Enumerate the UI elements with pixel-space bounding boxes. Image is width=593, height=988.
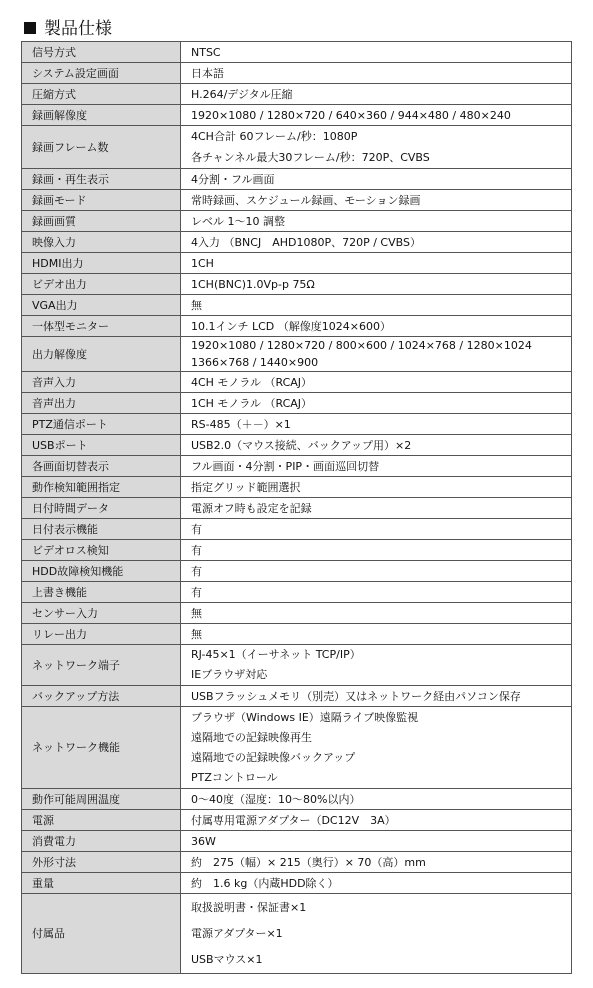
spec-value-cell <box>181 645 572 686</box>
spec-label: 日付表示機能 <box>22 519 181 540</box>
spec-value-line: 1CH <box>191 256 214 270</box>
spec-value-cell <box>181 456 572 477</box>
spec-value-line: 取扱説明書・保証書×1 <box>191 900 307 914</box>
spec-row <box>22 169 572 190</box>
spec-value-cell <box>181 190 572 211</box>
spec-value-line: 4入力 （BNCJ AHD1080P、720P / CVBS） <box>191 235 421 249</box>
spec-label: 音声出力 <box>22 393 181 414</box>
spec-row <box>22 253 572 274</box>
spec-row <box>22 337 572 372</box>
spec-value-line: 指定グリッド範囲選択 <box>191 480 301 494</box>
spec-value-cell <box>181 789 572 810</box>
spec-value-cell <box>181 873 572 894</box>
spec-value-line: 無 <box>191 627 202 641</box>
spec-row <box>22 645 572 686</box>
spec-label: 出力解像度 <box>22 337 181 372</box>
spec-value-line: 有 <box>191 543 202 557</box>
spec-label: ネットワーク端子 <box>22 645 181 686</box>
spec-value-line: 付属専用電源アダプター（DC12V 3A） <box>191 813 396 827</box>
spec-value-cell <box>181 498 572 519</box>
spec-value-cell <box>181 852 572 873</box>
spec-row <box>22 540 572 561</box>
spec-value-cell <box>181 624 572 645</box>
spec-row <box>22 274 572 295</box>
spec-row <box>22 873 572 894</box>
spec-value-line: 遠隔地での記録映像再生 <box>191 730 312 744</box>
spec-value-cell <box>181 274 572 295</box>
spec-value-cell <box>181 603 572 624</box>
spec-label: センサー入力 <box>22 603 181 624</box>
spec-row <box>22 789 572 810</box>
spec-value-cell <box>181 894 572 974</box>
spec-value-cell <box>181 42 572 63</box>
spec-value-line: 有 <box>191 564 202 578</box>
spec-value-cell <box>181 477 572 498</box>
spec-value-line: 有 <box>191 585 202 599</box>
spec-value-line: 1920×1080 / 1280×720 / 640×360 / 944×480 / 480×240 <box>191 108 511 122</box>
spec-value-cell <box>181 540 572 561</box>
spec-value-line: 無 <box>191 298 202 312</box>
spec-label: USBポート <box>22 435 181 456</box>
spec-row <box>22 435 572 456</box>
spec-row <box>22 519 572 540</box>
spec-value-line: 4分割・フル画面 <box>191 172 275 186</box>
spec-label: ビデオ出力 <box>22 274 181 295</box>
spec-value-cell <box>181 707 572 789</box>
spec-label: 動作検知範囲指定 <box>22 477 181 498</box>
spec-value-cell <box>181 295 572 316</box>
spec-row <box>22 295 572 316</box>
spec-value-line: 0〜40度（湿度：10〜80%以内） <box>191 792 361 806</box>
spec-value-line: 電源アダプター×1 <box>191 926 283 940</box>
spec-row <box>22 852 572 873</box>
spec-value-cell <box>181 561 572 582</box>
spec-row <box>22 561 572 582</box>
spec-row <box>22 707 572 789</box>
spec-value-line: 無 <box>191 606 202 620</box>
spec-value-cell <box>181 582 572 603</box>
spec-value-line: レベル 1〜10 調整 <box>191 214 285 228</box>
spec-value-line: H.264/デジタル圧縮 <box>191 87 293 101</box>
spec-row <box>22 372 572 393</box>
spec-label: 録画解像度 <box>22 105 181 126</box>
spec-value-cell <box>181 105 572 126</box>
spec-label: HDMI出力 <box>22 253 181 274</box>
spec-value-line: 常時録画、スケジュール録画、モーション録画 <box>191 193 421 207</box>
spec-label: 録画モード <box>22 190 181 211</box>
spec-label: 録画画質 <box>22 211 181 232</box>
spec-value-cell <box>181 84 572 105</box>
spec-label: 録画・再生表示 <box>22 169 181 190</box>
spec-label: 消費電力 <box>22 831 181 852</box>
spec-value-line: RJ-45×1（イーサネット TCP/IP） <box>191 648 361 661</box>
spec-row <box>22 582 572 603</box>
spec-value-cell <box>181 169 572 190</box>
spec-label: 日付時間データ <box>22 498 181 519</box>
spec-table-body <box>22 42 572 974</box>
spec-value-line: 有 <box>191 522 202 536</box>
spec-row <box>22 624 572 645</box>
spec-value-line: 4CH合計 60フレーム/秒：1080P <box>191 130 358 143</box>
spec-label: PTZ通信ポート <box>22 414 181 435</box>
spec-label: 信号方式 <box>22 42 181 63</box>
spec-value-line: USB2.0（マウス接続、バックアップ用）×2 <box>191 438 412 452</box>
spec-row <box>22 498 572 519</box>
spec-label: HDD故障検知機能 <box>22 561 181 582</box>
spec-value-line: USBマウス×1 <box>191 952 263 966</box>
spec-value-cell <box>181 232 572 253</box>
spec-value-line: NTSC <box>191 45 221 59</box>
spec-value-line: 電源オフ時も設定を記録 <box>191 501 312 515</box>
spec-row <box>22 316 572 337</box>
spec-label: 動作可能周囲温度 <box>22 789 181 810</box>
spec-row <box>22 232 572 253</box>
spec-label: 録画フレーム数 <box>22 126 181 169</box>
spec-value-cell <box>181 316 572 337</box>
spec-value-line: 1920×1080 / 1280×720 / 800×600 / 1024×768 / 1280×1024 <box>191 339 532 352</box>
spec-value-cell <box>181 211 572 232</box>
spec-label: リレー出力 <box>22 624 181 645</box>
spec-value-line: 10.1インチ LCD （解像度1024×600） <box>191 319 391 333</box>
spec-label: 一体型モニター <box>22 316 181 337</box>
spec-label: ビデオロス検知 <box>22 540 181 561</box>
spec-value-line: 約 1.6 kg（内蔵HDD除く） <box>191 876 339 890</box>
spec-row <box>22 84 572 105</box>
spec-row <box>22 211 572 232</box>
spec-row <box>22 105 572 126</box>
spec-row <box>22 126 572 169</box>
spec-value-cell <box>181 63 572 84</box>
spec-row <box>22 456 572 477</box>
spec-label: 外形寸法 <box>22 852 181 873</box>
spec-value-cell <box>181 831 572 852</box>
spec-row <box>22 894 572 974</box>
spec-row <box>22 810 572 831</box>
spec-value-line: RS-485（＋－）×1 <box>191 417 291 431</box>
page-title <box>24 18 112 40</box>
spec-row <box>22 393 572 414</box>
spec-value-cell <box>181 686 572 707</box>
spec-row <box>22 686 572 707</box>
spec-value-line: 36W <box>191 834 216 848</box>
spec-value-line: 1CH(BNC)1.0Vp-p 75Ω <box>191 277 315 291</box>
black-square-icon <box>24 22 36 34</box>
spec-value-line: 4CH モノラル （RCAJ） <box>191 375 313 389</box>
spec-value-cell <box>181 372 572 393</box>
spec-label: ネットワーク機能 <box>22 707 181 789</box>
spec-label: 圧縮方式 <box>22 84 181 105</box>
spec-value-cell <box>181 810 572 831</box>
spec-label: 付属品 <box>22 894 181 974</box>
spec-label: 音声入力 <box>22 372 181 393</box>
spec-label: 各画面切替表示 <box>22 456 181 477</box>
spec-value-cell <box>181 126 572 169</box>
spec-value-line: PTZコントロール <box>191 770 278 784</box>
spec-label: バックアップ方法 <box>22 686 181 707</box>
spec-table <box>21 41 572 974</box>
spec-value-cell <box>181 253 572 274</box>
spec-value-line: ブラウザ（Windows IE）遠隔ライブ映像監視 <box>191 710 419 724</box>
spec-label: 電源 <box>22 810 181 831</box>
spec-label: 重量 <box>22 873 181 894</box>
spec-value-cell <box>181 519 572 540</box>
spec-row <box>22 190 572 211</box>
spec-value-cell <box>181 393 572 414</box>
spec-label: 上書き機能 <box>22 582 181 603</box>
spec-row <box>22 477 572 498</box>
spec-value-cell <box>181 435 572 456</box>
spec-row <box>22 42 572 63</box>
page-title-text: 製品仕様 <box>44 19 112 39</box>
spec-value-line: 遠隔地での記録映像バックアップ <box>191 750 356 764</box>
spec-label: システム設定画面 <box>22 63 181 84</box>
spec-label: VGA出力 <box>22 295 181 316</box>
spec-row <box>22 414 572 435</box>
spec-value-line: フル画面・4分割・PIP・画面巡回切替 <box>191 459 380 473</box>
spec-value-line: 1CH モノラル （RCAJ） <box>191 396 313 410</box>
spec-value-cell <box>181 337 572 372</box>
spec-value-line: USBフラッシュメモリ（別売）又はネットワーク経由パソコン保存 <box>191 689 521 703</box>
spec-row <box>22 603 572 624</box>
spec-value-line: 日本語 <box>191 66 224 80</box>
spec-label: 映像入力 <box>22 232 181 253</box>
spec-row <box>22 63 572 84</box>
spec-value-cell <box>181 414 572 435</box>
spec-value-line: 各チャンネル最大30フレーム/秒：720P、CVBS <box>191 151 430 164</box>
spec-value-line: 約 275（幅）× 215（奥行）× 70（高）mm <box>191 855 426 869</box>
spec-row <box>22 831 572 852</box>
spec-value-line: IEブラウザ対応 <box>191 668 268 681</box>
spec-value-line: 1366×768 / 1440×900 <box>191 356 319 369</box>
